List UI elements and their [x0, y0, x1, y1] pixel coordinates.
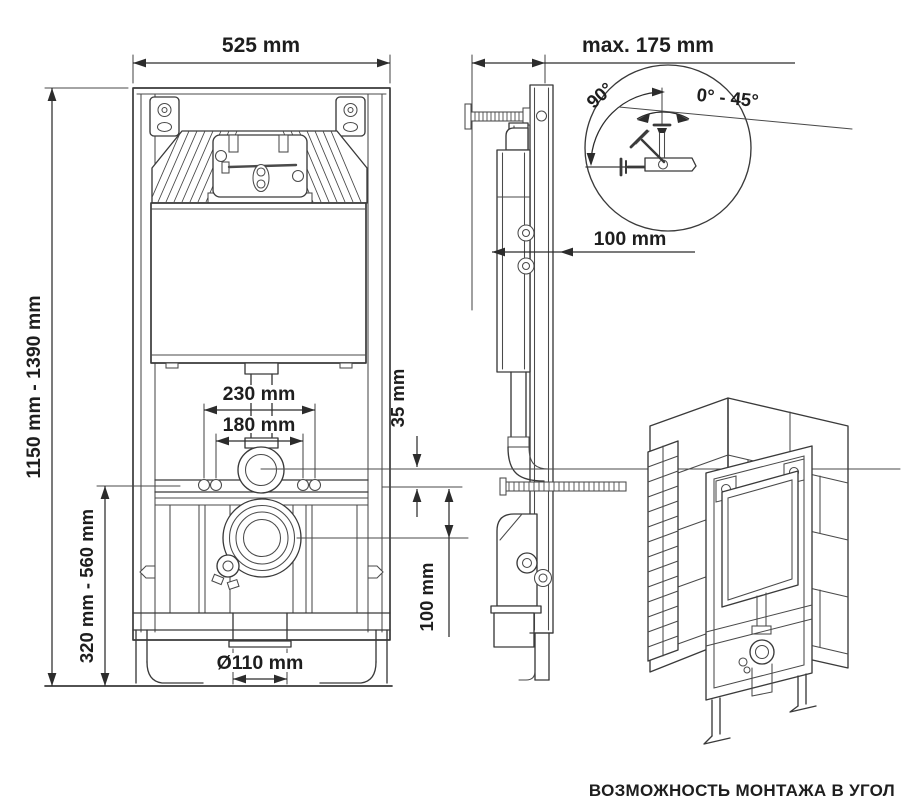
front-view-frame: [45, 88, 392, 686]
side-fixing-rod: [500, 478, 626, 495]
flush-elbow: [238, 447, 284, 493]
angle-90-label: 90°: [582, 78, 618, 113]
angle-detail-view: [582, 65, 852, 231]
studs-inner-label: 180 mm: [222, 414, 296, 436]
angle-range-label: 0° - 45°: [695, 83, 760, 112]
corner-cistern: [722, 471, 798, 607]
outlet-drop-label: 100 mm: [416, 562, 437, 632]
vertical-screw: [654, 88, 670, 158]
caption-corner-mounting: ВОЗМОЖНОСТЬ МОНТАЖА В УГОЛ: [588, 781, 895, 800]
corner-installation-illustration: [648, 398, 848, 744]
mosaic-edge-strip: [648, 441, 678, 661]
horizontal-screw: [621, 159, 648, 175]
studs-outer-label: 230 mm: [222, 383, 296, 405]
drain-diameter-label: Ø110 mm: [216, 652, 304, 674]
wall-mount-bracket-left: [150, 97, 179, 136]
wall-mount-bracket-right: [336, 97, 365, 136]
corner-frame: [704, 446, 816, 744]
cistern-tank: [151, 203, 366, 368]
frame-width-label: 525 mm: [221, 34, 301, 57]
wall-distance-label: max. 175 mm: [582, 34, 714, 57]
side-view-frame: [465, 55, 626, 680]
frame-depth-label: 100 mm: [593, 228, 667, 250]
pivot-plate: [645, 158, 696, 171]
frame-height-label: 1150 mm - 1390 mm: [23, 295, 45, 479]
flush-pipe-offset-label: 35 mm: [387, 368, 408, 428]
bowl-fixing-height-label: 320 mm - 560 mm: [76, 508, 97, 664]
cistern-top-section: [150, 131, 367, 203]
